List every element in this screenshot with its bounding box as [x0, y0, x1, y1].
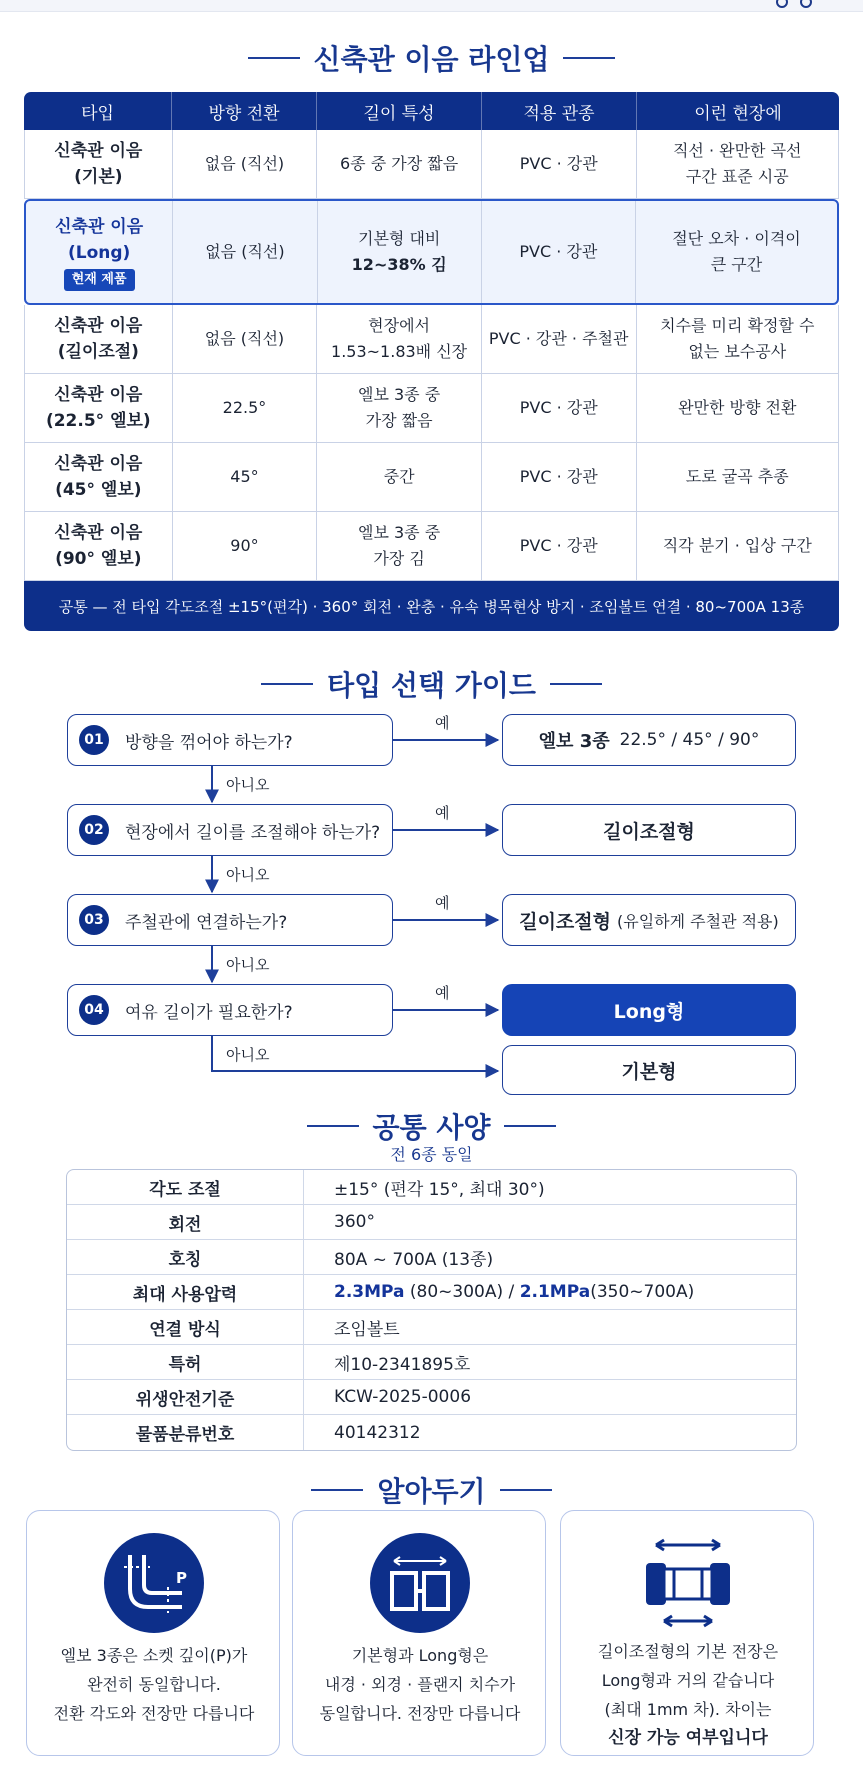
column-header: 방향 전환	[172, 92, 317, 130]
result-box: 길이조절형 (유일하게 주철관 적용)	[502, 894, 796, 946]
spec-subtitle: 전 6종 동일	[390, 1145, 473, 1164]
spec-row: 물품분류번호 40142312	[67, 1415, 796, 1450]
icon-p-label: P	[176, 1569, 187, 1587]
yes-label: 예	[435, 894, 450, 912]
table-row: 신축관 이음 (45° 엘보) 45° 중간 PVC · 강관 도로 굴곡 추종	[24, 443, 839, 512]
spec-row: 위생안전기준 KCW-2025-0006	[67, 1380, 796, 1415]
yes-label: 예	[435, 804, 450, 822]
expansion-joint-icon	[638, 1533, 738, 1633]
step-number: 04	[79, 995, 109, 1025]
notes-title: 알아두기	[0, 1470, 863, 1510]
pipe-dimension-icon	[370, 1533, 470, 1633]
step-number: 02	[79, 815, 109, 845]
result-box-default: 기본형	[502, 1045, 796, 1095]
current-product-badge: 현재 제품	[64, 269, 135, 291]
spec-row: 각도 조절 ±15° (편각 15°, 최대 30°)	[67, 1170, 796, 1205]
table-row-current: 신축관 이음 (Long) 현재 제품 없음 (직선) 기본형 대비 12~38% 김 PVC · 강관 절단 오차 · 이격이 큰 구간	[24, 199, 839, 305]
note-card: P 엘보 3종은 소켓 깊이(P)가 완전히 동일합니다. 전환 각도와 전장만 다릅니다	[26, 1510, 280, 1756]
guide-title: 타입 선택 가이드	[0, 664, 863, 704]
table-row: 신축관 이음 (기본) 없음 (직선) 6종 중 가장 짧음 PVC · 강관 직선 · 완만한 곡선 구간 표준 시공	[24, 130, 839, 199]
result-box-current: Long형	[502, 984, 796, 1036]
column-header: 타입	[24, 92, 172, 130]
step-number: 01	[79, 725, 109, 755]
column-header: 적용 관종	[482, 92, 637, 130]
note-card: 길이조절형의 기본 전장은 Long형과 거의 같습니다 (최대 1mm 차). 차이는 신장 가능 여부입니다	[560, 1510, 814, 1756]
result-box: 엘보 3종 22.5° / 45° / 90°	[502, 714, 796, 766]
yes-label: 예	[435, 984, 450, 1002]
spec-title: 공통 사양	[0, 1106, 863, 1146]
table-row: 신축관 이음 (90° 엘보) 90° 엘보 3종 중 가장 김 PVC · 강관 직각 분기 · 입상 구간	[24, 512, 839, 581]
question-box: 01 방향을 꺾어야 하는가?	[67, 714, 393, 766]
spec-row: 연결 방식 조임볼트	[67, 1310, 796, 1345]
lineup-title: 신축관 이음 라인업	[0, 38, 863, 78]
no-label: 아니오	[226, 1046, 270, 1064]
spec-row: 호칭 80A ~ 700A (13종)	[67, 1240, 796, 1275]
question-box: 03 주철관에 연결하는가?	[67, 894, 393, 946]
question-box: 02 현장에서 길이를 조절해야 하는가?	[67, 804, 393, 856]
column-header: 이런 현장에	[694, 103, 782, 124]
no-label: 아니오	[226, 866, 270, 884]
spec-table	[66, 1169, 797, 1451]
spec-row: 특허 제10-2341895호	[67, 1345, 796, 1380]
result-box: 길이조절형	[502, 804, 796, 856]
elbow-socket-icon	[104, 1533, 204, 1633]
table-row: 신축관 이음 (22.5° 엘보) 22.5° 엘보 3종 중 가장 짧음 PVC · 강관 완만한 방향 전환	[24, 374, 839, 443]
no-label: 아니오	[226, 776, 270, 794]
spec-row: 회전 360°	[67, 1205, 796, 1240]
step-number: 03	[79, 905, 109, 935]
question-box: 04 여유 길이가 필요한가?	[67, 984, 393, 1036]
spec-row: 최대 사용압력 2.3MPa (80~300A) / 2.1MPa (350~700A)	[67, 1275, 796, 1310]
no-label: 아니오	[226, 956, 270, 974]
note-card: 기본형과 Long형은 내경 · 외경 · 플랜지 치수가 동일합니다. 전장만 다릅니다	[292, 1510, 546, 1756]
column-header: 길이 특성	[317, 92, 482, 130]
common-features-bar: 공통 — 전 타입 각도조절 ±15°(편각) · 360° 회전 · 완충 · 유속 병목현상 방지 · 조임볼트 연결 · 80~700A 13종	[24, 581, 839, 631]
yes-label: 예	[435, 714, 450, 732]
table-row: 신축관 이음 (길이조절) 없음 (직선) 현장에서 1.53~1.83배 신장 PVC · 강관 · 주철관 치수를 미리 확정할 수 없는 보수공사	[24, 305, 839, 374]
